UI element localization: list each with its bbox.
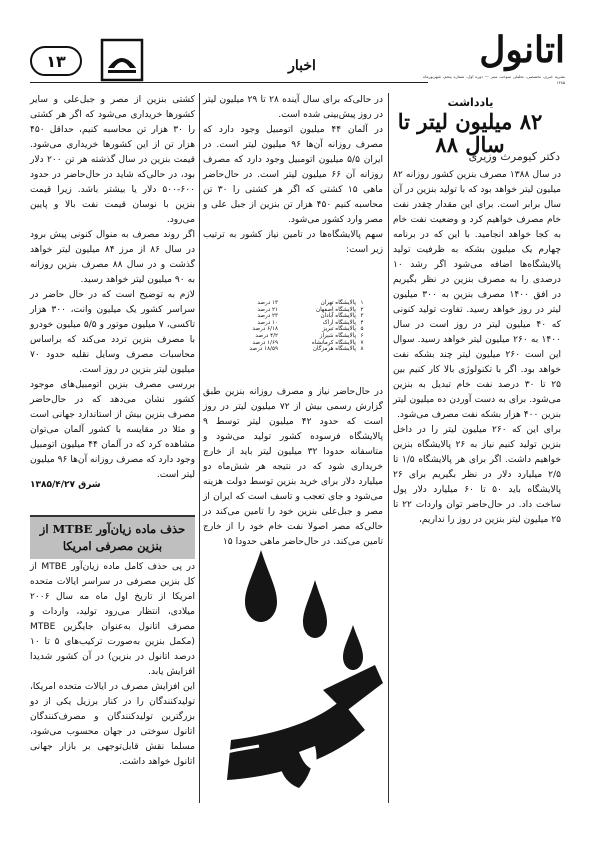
- column-divider: [388, 93, 389, 803]
- mtbe-article-body: [30, 560, 195, 770]
- row-number: ۳: [360, 313, 364, 320]
- refinery-share: ۶/۱۸ درصد: [252, 326, 278, 333]
- page-number-badge: ۱۳: [30, 46, 82, 76]
- refinery-name: پالایشگاه کرمانشاه: [311, 339, 356, 346]
- table-row: [228, 346, 368, 353]
- article-paragraph: لازم به توضیح است که در حال حاضر در سراسر کشور یک میلیون وانت، ۳۰۰ هزار تاکسی، ۷ میلیون موتور و ۵/۵ میلیون خودرو با مصرف بنزین تردد می‌کند که براساس محاسبات مصرف وسایل نقلیه حدود ۷۰ میلیون لیتر بنزین در روز است.: [30, 290, 196, 375]
- article-paragraph: اگر روند مصرف به منوال کنونی پیش برود در سال ۸۶ از مرز ۸۴ میلیون لیتر خواهد گذشت و در سال ۸۸ مصرف بنزین روزانه به ۹۰ میلیون لیتر خواهد رسید.: [30, 230, 195, 285]
- masthead: [423, 30, 565, 96]
- article-headline: ۸۲ میلیون لیتر تا سال ۸۸: [397, 109, 543, 157]
- table-row: [228, 300, 368, 307]
- refinery-name: پالایشگاه اراک: [322, 319, 356, 326]
- refinery-share: ۴/۲ درصد: [255, 332, 278, 339]
- refinery-share: ۲۱ درصد: [257, 306, 278, 313]
- masthead-logo: اتانول: [479, 29, 565, 71]
- table-row: [228, 313, 368, 320]
- article-paragraph: این افزایش مصرف در ایالات متحده امریکا، تولیدکنندگان را در کنار برزیل یکی از دو بزرگترین تولیدکنندگان و مصرف‌کنندگان اتانول سوختی در جهان محسوب می‌شود، مسلما نقش قابل‌توجهی بر بازار جهانی اتانول خواهد داشت.: [30, 682, 195, 767]
- row-number: ۷: [360, 339, 364, 346]
- mtbe-headline: حذف ماده زیان‌آور MTBE از بنزین مصرفی امریکا: [39, 522, 186, 553]
- article-paragraph: در سال ۱۳۸۸ مصرف بنزین کشور روزانه ۸۲ میلیون لیتر خواهد بود که با تولید بنزین در آن سال برابر است. برای این مقدار چقدر نفت خام مصرف خواهیم کرد و وضعیت نفت خام به کجا خواهد انجامید. با این که در برنامه چهارم یک میلیون بشکه به ظرفیت تولید پالایشگاه‌ها اضافه می‌شود اگر رشد ۱۰ درصدی را به مصرف بنزین در نظر بگیریم در افق ۱۴۰۰ مصرف بنزین به ۳۰۰ میلیون لیتر در روز خواهد رسید. تفاوت تولید کنونی که ۴۰ میلیون لیتر در روز است در سال ۱۴۰۰ به ۲۶۰ میلیون لیتر خواهد رسید. سوال این است ۲۶۰ میلیون لیتر چند بشکه نفت خواهد بود. اگر با تکنولوژی بالا کار کنیم بین ۲۵ تا ۳۰ درصد نفت خام تبدیل به بنزین می‌شود. برای به دست آوردن ده میلیون لیتر بنزین ۴۰۰ هزار بشکه نفت مصرف می‌شود.: [393, 170, 562, 420]
- refinery-name: پالایشگاه تهران: [320, 300, 356, 306]
- lead-article-body: [393, 168, 561, 528]
- refinery-share: ۱۸/۵۹ درصد: [249, 346, 278, 353]
- refinery-name: پالایشگاه اصفهان: [315, 306, 356, 313]
- section-title: اخبار: [288, 58, 316, 74]
- row-number: ۴: [360, 319, 364, 326]
- article-paragraph: در حالی‌که برای سال آینده ۲۸ تا ۲۹ میلیون لیتر در روز پیش‌بینی شده است.: [203, 95, 383, 120]
- article-paragraph: سهم پالایشگاه‌ها در تامین نیاز کشور به ترتیب زیر است:: [203, 230, 383, 255]
- left-column-top: [30, 93, 195, 483]
- header-rule: [30, 82, 428, 83]
- table-row: [228, 333, 368, 340]
- row-number: ۱: [360, 300, 364, 306]
- middle-column-top: [203, 93, 383, 258]
- column-divider: [199, 93, 200, 803]
- refinery-share: ۱/۶۹ درصد: [252, 339, 278, 346]
- article-paragraph: کشتی بنزین از مصر و جبل‌علی و سایر کشورها خریداری می‌شود که اگر هر کشتی را ۳۰ هزار تن محاسبه کنیم، حداقل ۴۵۰ هزار تن از این کشورها خریداری می‌شود. قیمت بنزین در سال گذشته هر تن ۲۰۰ دلار بود، در حالی‌که شاید در حال‌حاضر در حدود ۶۰۰-۵۰۰ دلار یا بیشتر باشد. زیرا قیمت بنزین با نوسان قیمت نفت بالا و پایین می‌رود.: [30, 95, 195, 225]
- refinery-name: پالایشگاه آبادان: [320, 313, 356, 320]
- refinery-share: ۱۰ درصد: [257, 319, 278, 326]
- refinery-share-table: [228, 300, 368, 353]
- middle-column-bottom: [203, 385, 383, 550]
- row-number: ۲: [360, 306, 364, 313]
- article-paragraph: برای این که ۲۶۰ میلیون لیتر را در داخل بنزین تولید کنیم نیاز به ۲۶ پالایشگاه بنزین خواهیم داشت. اگر برای هر پالایشگاه ۱/۵ تا ۲/۵ میلیارد دلار در نظر بگیریم برای ۲۶ پالایشگاه باید ۵۰ تا ۶۰ میلیارد دلار پول ساخت داد. در حال‌حاضر توان واردات ۲۲ تا ۲۵ میلیون لیتر بنزین در روز را نداریم،: [393, 425, 562, 525]
- row-number: ۸: [360, 346, 364, 353]
- article-paragraph: بررسی مصرف بنزین اتومبیل‌های موجود کشور نشان می‌دهد که در حال‌حاضر مصرف بنزین بیش از استاندارد جهانی است و مثلا در مقایسه با کشور آلمان می‌توان مشاهده کرد که در آلمان ۴۴ میلیون اتومبیل وجود دارد که مصرف روزانه آن‌ها ۹۶ میلیون لیتر است.: [30, 380, 196, 480]
- row-number: ۶: [360, 332, 364, 339]
- refinery-name: پالایشگاه تبریز: [322, 326, 356, 333]
- mtbe-headline-box: [30, 515, 195, 559]
- refinery-name: پالایشگاه هرمزگان: [312, 346, 356, 353]
- fuel-nozzle-drops-illustration: [203, 540, 383, 795]
- source-date: شرق ۱۳۸۵/۴/۲۷: [30, 480, 101, 490]
- article-kicker: یادداشت: [447, 96, 494, 109]
- row-number: ۵: [360, 326, 364, 333]
- article-paragraph: در آلمان ۴۴ میلیون اتومبیل وجود دارد که مصرف روزانه آن‌ها ۹۶ میلیون لیتر است. در ایران ۵/۵ میلیون اتومبیل وجود دارد که مصرف روزانه آن ۶۶ میلیون لیتر است. در حال‌حاضر ماهی ۱۵ کشتی که اگر هر کشتی را ۳۰ تن محاسبه کنیم ۴۵۰ هزار تن بنزین از جبل علی و مصر وارد کشور می‌شود.: [203, 125, 384, 225]
- article-paragraph: در حال‌حاضر نیاز و مصرف روزانه بنزین طبق گزارش رسمی بیش از ۷۲ میلیون لیتر در روز است که حدود ۴۲ میلیون لیتر توسط ۹ پالایشگاه فرسوده کشور تولید می‌شود و متاسفانه حدودا ۳۲ میلیون لیتر باید از خارج خریداری شود که در نتیجه هر شش‌ماه دو میلیارد دلار برای خرید بنزین توسط دولت هزینه می‌شود و جای تعجب و تاسف است که ایران از مصر و جبل‌علی بنزین خود را تامین می‌کند در حالی‌که مصر اصولا نفت خام خود را از خارج تامین می‌کند. در حال‌حاضر ماهی حدودا ۱۵: [203, 387, 383, 547]
- refinery-share: ۲۳ درصد: [257, 313, 278, 320]
- article-byline: دکتر کیومرث وزیری: [468, 150, 560, 163]
- refinery-name: پالایشگاه شیراز: [319, 332, 356, 339]
- refinery-share: ۱۳ درصد: [257, 300, 278, 306]
- masthead-subtitle: نشریه خبری، تخصصی، تحلیلی سوخت سبز — دوره اول، شماره پنجم، شهریورماه ۱۳۸۵: [423, 74, 565, 85]
- flame-emblem-icon: [100, 38, 144, 82]
- table-row: [228, 326, 368, 333]
- article-paragraph: در پی حذف کامل ماده زیان‌آور MTBE از کل بنزین مصرفی در سراسر ایالات متحده امریکا از تاریخ اول ماه مه سال ۲۰۰۶ میلادی، انتظار می‌رود تولید، واردات و مصرف اتانول به‌عنوان جایگزین MTBE (مکمل بنزین به‌صورت ترکیب‌های ۵ تا ۱۰ درصد اتانول در بنزین) در آن کشور شدیدا افزایش یابد.: [30, 562, 196, 677]
